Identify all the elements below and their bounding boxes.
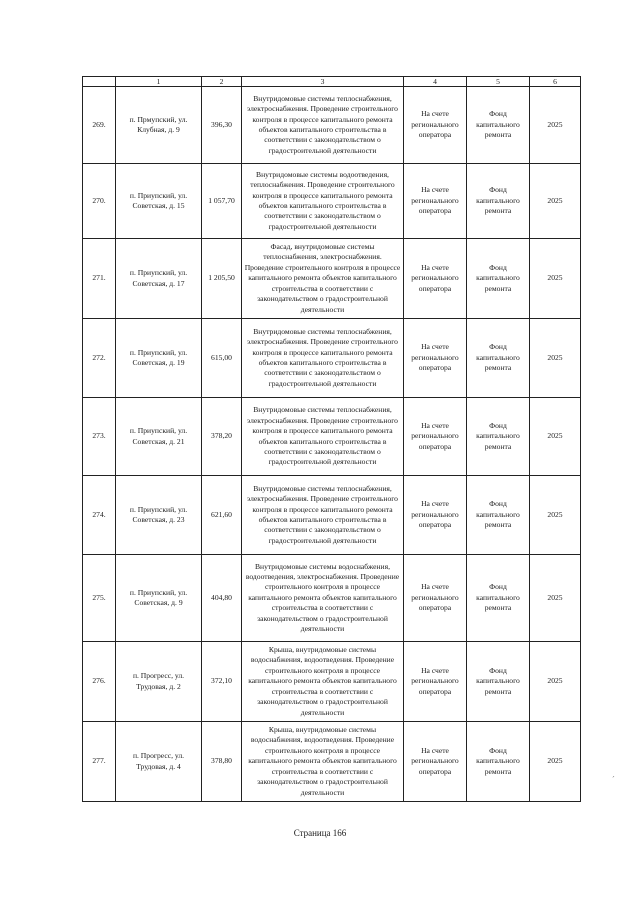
address-cell: п. Прмупский, ул. Клубная, д. 9 [116,87,202,164]
header-cell: 5 [467,77,530,87]
address-cell: п. Прогресс, ул. Трудовая, д. 4 [116,722,202,802]
row-number-cell: 272. [83,319,116,398]
row-number-cell: 276. [83,642,116,722]
table-row [83,398,581,476]
funding-source-cell: На счете регионального оператора [404,319,467,398]
row-number-cell: 270. [83,164,116,239]
page-number: Страница 166 [293,828,347,838]
fund-cell: Фонд капитального ремонта [467,87,530,164]
area-cell: 621,60 [202,476,242,555]
row-number-cell: 273. [83,398,116,476]
works-description-cell: Внутридомовые системы водоотведения, теплоснабжения. Проведение строительного контроля в процессе капитального ремонта объектов капитального строительства в соответствии с законодательством о градостроительной деятельности [242,164,404,239]
works-description-cell: Фасад, внутридомовые системы теплоснабжения, электроснабжения. Проведение строительного контроля в процессе капитального ремонта объектов капитального строительства в соответствии с законодательством о градостроительной деятельности [242,239,404,319]
header-cell-blank [83,77,116,87]
year-cell: 2025 [530,642,581,722]
year-cell: 2025 [530,239,581,319]
funding-source-cell: На счете регионального оператора [404,398,467,476]
fund-cell: Фонд капитального ремонта [467,476,530,555]
address-cell: п. Приупский, ул. Советская, д. 23 [116,476,202,555]
row-number-cell: 277. [83,722,116,802]
address-cell: п. Приупский, ул. Советская, д. 15 [116,164,202,239]
scan-mark: ˊ [612,775,615,784]
address-cell: п. Приупский, ул. Советская, д. 21 [116,398,202,476]
fund-cell: Фонд капитального ремонта [467,642,530,722]
header-cell: 4 [404,77,467,87]
header-cell: 1 [116,77,202,87]
row-number-cell: 274. [83,476,116,555]
fund-cell: Фонд капитального ремонта [467,555,530,642]
works-description-cell: Внутридомовые системы теплоснабжения, электроснабжения. Проведение строительного контроля в процессе капитального ремонта объектов капитального строительства в соответствии с законодательством о градостроительной деятельности [242,476,404,555]
header-cell: 6 [530,77,581,87]
area-cell: 372,10 [202,642,242,722]
funding-source-cell: На счете регионального оператора [404,555,467,642]
works-description-cell: Внутридомовые системы теплоснабжения, электроснабжения. Проведение строительного контроля в процессе капитального ремонта объектов капитального строительства в соответствии с законодательством о градостроительной деятельности [242,319,404,398]
fund-cell: Фонд капитального ремонта [467,398,530,476]
capital-repair-table [82,76,581,802]
works-description-cell: Внутридомовые системы теплоснабжения, электроснабжения. Проведение строительного контроля в процессе капитального ремонта объектов капитального строительства в соответствии с законодательством о градостроительной деятельности [242,398,404,476]
fund-cell: Фонд капитального ремонта [467,722,530,802]
works-description-cell: Крыша, внутридомовые системы водоснабжения, водоотведения. Проведение строительного контроля в процессе капитального ремонта объектов капитального строительства в соответствии с законодательством о градостроительной деятельности [242,722,404,802]
works-description-cell: Крыша, внутридомовые системы водоснабжения, водоотведения. Проведение строительного контроля в процессе капитального ремонта объектов капитального строительства в соответствии с законодательством о градостроительной деятельности [242,642,404,722]
fund-cell: Фонд капитального ремонта [467,239,530,319]
area-cell: 378,20 [202,398,242,476]
table-header-row [83,77,581,87]
header-cell: 3 [242,77,404,87]
area-cell: 378,80 [202,722,242,802]
area-cell: 404,80 [202,555,242,642]
funding-source-cell: На счете регионального оператора [404,642,467,722]
year-cell: 2025 [530,319,581,398]
address-cell: п. Приупский, ул. Советская, д. 19 [116,319,202,398]
table-row [83,555,581,642]
funding-source-cell: На счете регионального оператора [404,164,467,239]
area-cell: 396,30 [202,87,242,164]
table-row [83,722,581,802]
table-row [83,164,581,239]
funding-source-cell: На счете регионального оператора [404,87,467,164]
address-cell: п. Прогресс, ул. Трудовая, д. 2 [116,642,202,722]
works-description-cell: Внутридомовые системы водоснабжения, водоотведения, электроснабжения. Проведение строительного контроля в процессе капитального ремонта объектов капитального строительства в соответствии с законодательством о градостроительной деятельности [242,555,404,642]
year-cell: 2025 [530,555,581,642]
table-row [83,239,581,319]
year-cell: 2025 [530,722,581,802]
year-cell: 2025 [530,398,581,476]
row-number-cell: 269. [83,87,116,164]
address-cell: п. Приупский, ул. Советская, д. 9 [116,555,202,642]
funding-source-cell: На счете регионального оператора [404,476,467,555]
header-cell: 2 [202,77,242,87]
fund-cell: Фонд капитального ремонта [467,164,530,239]
fund-cell: Фонд капитального ремонта [467,319,530,398]
area-cell: 615,00 [202,319,242,398]
table-row [83,87,581,164]
row-number-cell: 271. [83,239,116,319]
table-row [83,319,581,398]
table-row [83,476,581,555]
works-description-cell: Внутридомовые системы теплоснабжения, электроснабжения. Проведение строительного контроля в процессе капитального ремонта объектов капитального строительства в соответствии с законодательством о градостроительной деятельности [242,87,404,164]
year-cell: 2025 [530,164,581,239]
address-cell: п. Приупский, ул. Советская, д. 17 [116,239,202,319]
year-cell: 2025 [530,87,581,164]
table-row [83,642,581,722]
funding-source-cell: На счете регионального оператора [404,722,467,802]
year-cell: 2025 [530,476,581,555]
row-number-cell: 275. [83,555,116,642]
area-cell: 1 057,70 [202,164,242,239]
area-cell: 1 205,50 [202,239,242,319]
funding-source-cell: На счете регионального оператора [404,239,467,319]
